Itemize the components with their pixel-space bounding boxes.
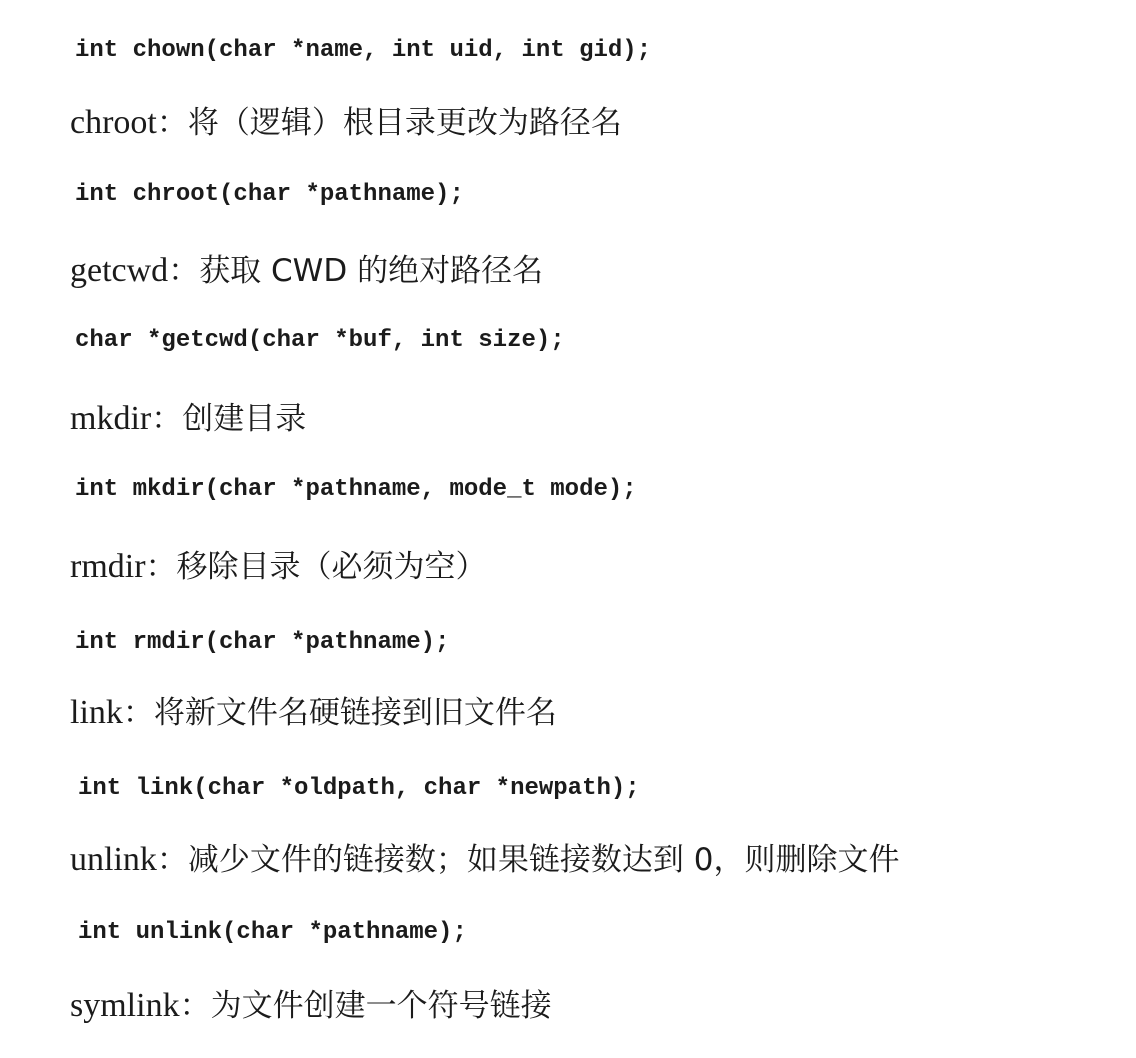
function-name: chroot [70,104,157,141]
chroot-signature: int chroot(char *pathname); [75,181,464,208]
function-name: unlink [70,841,157,878]
getcwd-description [70,251,543,291]
separator: ： [151,401,183,437]
link-signature: int link(char *oldpath, char *newpath); [78,775,640,802]
rmdir-description [70,547,487,587]
function-name: mkdir [70,400,152,437]
chroot-description [70,103,622,143]
description-text: 将（逻辑）根目录更改为路径名 [187,105,622,141]
rmdir-signature: int rmdir(char *pathname); [75,629,450,656]
separator: ： [156,105,188,141]
description-text: 减少文件的链接数；如果链接数达到 0，则删除文件 [187,842,900,878]
mkdir-signature: int mkdir(char *pathname, mode_t mode); [75,476,637,503]
symlink-description [70,986,552,1026]
unlink-description [70,840,899,880]
separator: ： [156,842,188,878]
getcwd-signature: char *getcwd(char *buf, int size); [75,327,565,354]
function-name: getcwd [70,252,169,289]
function-name: symlink [70,987,180,1024]
description-text: 将新文件名硬链接到旧文件名 [153,695,557,731]
description-text: 创建目录 [182,401,307,437]
separator: ： [122,695,154,731]
mkdir-description [70,399,306,439]
description-text: 为文件创建一个符号链接 [210,988,552,1024]
link-description [70,693,557,733]
chown-signature: int chown(char *name, int uid, int gid); [75,37,652,64]
description-text: 移除目录（必须为空） [176,549,487,585]
unlink-signature: int unlink(char *pathname); [78,919,467,946]
function-name: link [70,694,123,731]
function-name: rmdir [70,548,146,585]
description-text: 获取 CWD 的绝对路径名 [199,253,544,289]
separator: ： [179,988,211,1024]
separator: ： [145,549,177,585]
separator: ： [168,253,200,289]
